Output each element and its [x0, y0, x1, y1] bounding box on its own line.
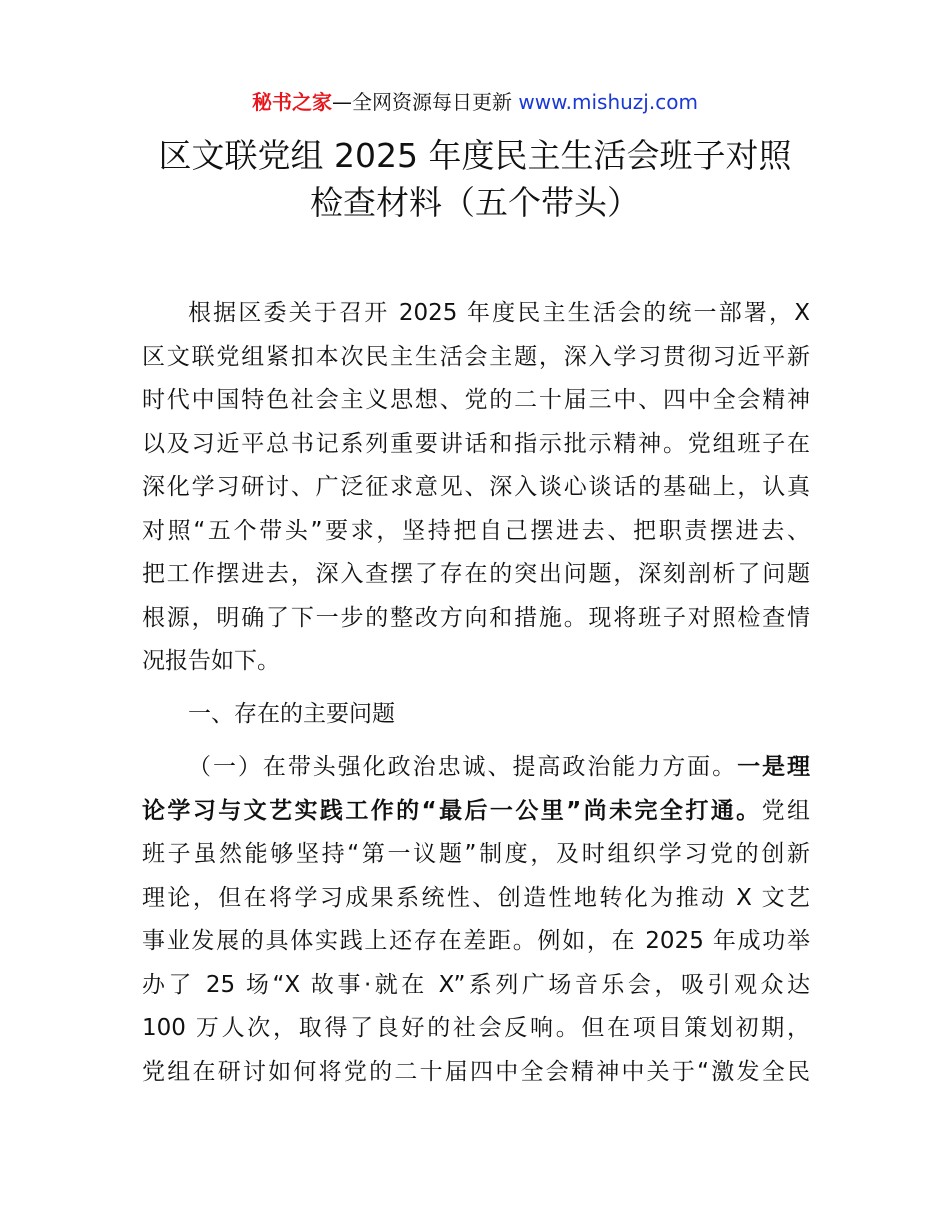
brand-name: 秘书之家	[252, 90, 333, 114]
site-header	[0, 88, 950, 116]
intro-line: 把工作摆进去，深入查摆了存在的突出问题，深刻剖析了问题	[142, 561, 810, 587]
item-text: 党组	[761, 797, 811, 824]
intro-line: 根源，明确了下一步的整改方向和措施。现将班子对照检查情	[142, 604, 810, 631]
intro-line: 区文联党组紧扣本次民主生活会主题，深入学习贯彻习近平新	[142, 343, 810, 370]
item-line: 班子虽然能够坚持“第一议题”制度，及时组织学习党的创新	[142, 841, 810, 867]
item-lead-text: （一）在带头强化政治忠诚、提高政治能力方面。	[188, 754, 738, 780]
item-bold-lead: 一是理	[737, 754, 811, 780]
item-line: 100 万人次，取得了良好的社会反响。但在项目策划初期，	[142, 1015, 810, 1041]
intro-line: 以及习近平总书记系列重要讲话和指示批示精神。党组班子在	[142, 430, 810, 457]
title-line-2: 检查材料（五个带头）	[310, 183, 640, 222]
item-line: 事业发展的具体实践上还存在差距。例如，在 2025 年成功举	[142, 928, 810, 954]
item-paragraph	[142, 746, 810, 1094]
title-line-1: 区文联党组 2025 年度民主生活会班子对照	[158, 136, 792, 175]
document-title	[100, 132, 850, 226]
section-heading: 一、存在的主要问题	[188, 701, 395, 727]
intro-line: 对照“五个带头”要求，坚持把自己摆进去、把职责摆进去、	[142, 517, 810, 544]
intro-line: 时代中国特色社会主义思想、党的二十届三中、四中全会精神	[142, 387, 810, 413]
header-slogan: —全网资源每日更新	[332, 90, 513, 114]
item-line	[142, 746, 810, 790]
intro-line: 况报告如下。	[142, 648, 280, 674]
intro-line: 根据区委关于召开 2025 年度民主生活会的统一部署，X	[188, 300, 810, 326]
item-line: 理论，但在将学习成果系统性、创造性地转化为推动 X 文艺	[142, 884, 810, 911]
site-link[interactable]: www.mishuzj.com	[518, 90, 698, 114]
item-line: 党组在研讨如何将党的二十届四中全会精神中关于“激发全民	[142, 1058, 810, 1085]
item-line: 办了 25 场“X 故事·就在 X”系列广场音乐会，吸引观众达	[142, 971, 810, 998]
item-bold-heading: 论学习与文艺实践工作的“最后一公里”尚未完全打通。	[142, 797, 762, 824]
item-line	[142, 790, 810, 834]
intro-line: 深化学习研讨、广泛征求意见、深入谈心谈话的基础上，认真	[142, 474, 810, 500]
intro-paragraph	[142, 292, 810, 684]
